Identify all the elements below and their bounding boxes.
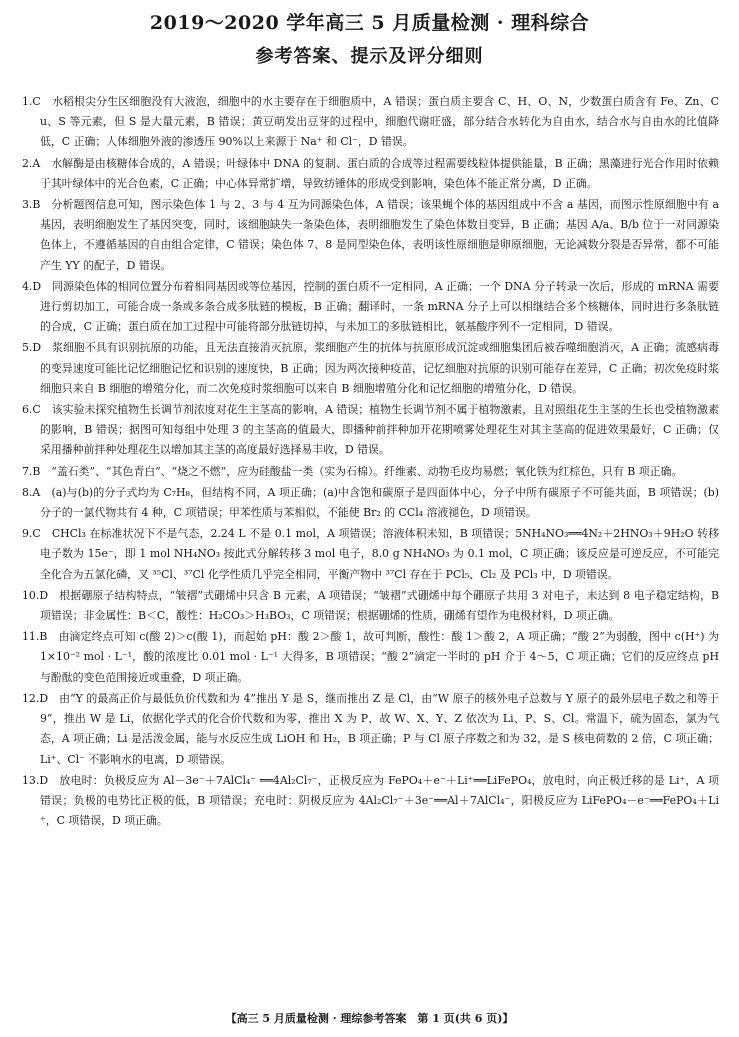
answer-text: 9.C CHCl₃ 在标准状况下不是气态，2.24 L 不是 0.1 mol，A 项错误；溶液体积未知，B 项错误；5NH₄NO₃══4N₂＋2HNO₃＋9H₂O 转移电子数为 15e⁻，即 1 mol NH₄NO₃ 按此式分解转移 3 mol 电子，8.0 g NH₄NO₃ 为 0.1 mol，C 项正确；该反应是可逆反应，不可能完全化合为五氯化磷，又 ³⁵Cl、³⁷Cl 化学性质几乎完全相同，平衡产物中 ³⁷Cl 存在于 PCl₅、Cl₂ 及 PCl₃ 中，D 项错误。 xyxy=(22,527,719,581)
page-subtitle: 参考答案、提示及评分细则 xyxy=(255,46,484,67)
answer-item-12 xyxy=(22,689,719,770)
answer-text: 11.B 由滴定终点可知 c(酸 2)＞c(酸 1)，而起始 pH：酸 2＞酸 1，故可判断，酸性：酸 1＞酸 2，A 项正确；“酸 2”为弱酸，图中 c(H⁺) 为 1×10⁻² mol · L⁻¹，酸的浓度比 0.01 mol · L⁻¹ 大得多，B 项错误；“酸 2”滴定一半时的 pH 介于 4～5，C 项正确；它们的反应终点 pH 与酚酞的变色范围接近或重叠，D 项正确。 xyxy=(22,630,719,684)
answer-text: 8.A (a)与(b)的分子式均为 C₇H₈，但结构不同，A 项正确；(a)中含饱和碳原子是四面体中心，分子中所有碳原子不可能共面，B 项错误；(b)分子的一氯代物共有 4 种，C 项错误；甲苯性质与苯相似，不能使 Br₂ 的 CCl₄ 溶液褪色，D 项错误。 xyxy=(22,485,719,520)
page-title: 2019～2020 学年高三 5 月质量检测 · 理科综合 xyxy=(149,12,590,34)
answer-item-5 xyxy=(22,338,719,399)
answer-item-2 xyxy=(22,154,719,194)
answer-text: 6.C 该实验未探究植物生长调节剂浓度对花生主茎高的影响，A 错误；植物生长调节剂不属于植物激素，且对照组花生主茎的生长也受植物激素的影响，B 错误；据图可知每组中处理 3 的主茎高的值最大，即播种前拌种加开花期喷雾处理花生对其主茎高的促进效果最好，C 正确；仅采用播种前拌种处理花生以增加其主茎的高度最好选择易丰收，D 错误。 xyxy=(22,403,719,457)
answer-text: 7.B “盖石类”、“其色青白”、“烧之不燃”，应为硅酸盐一类（实为石棉）。纤维素、动物毛皮均易燃；氧化铁为红棕色，只有 B 项正确。 xyxy=(22,464,683,478)
answer-text: 5.D 浆细胞不具有识别抗原的功能，且无法直接消灭抗原，浆细胞产生的抗体与抗原形成沉淀或细胞集团后被吞噬细胞消灭，A 正确；流感病毒的变异速度可能比记忆细胞记忆和识别的速度快，B 正确；因为两次接种疫苗，记忆细胞对抗原的识别可能存在差异，C 正确；初次免疫时浆细胞只来自 B 细胞的增殖分化，而二次免疫时浆细胞可以来自 B 细胞增殖分化和记忆细胞的增殖分化，D 错误。 xyxy=(22,341,719,395)
answer-item-6 xyxy=(22,400,719,461)
answer-item-8 xyxy=(22,483,719,523)
answer-item-9 xyxy=(22,524,719,585)
page-footer: 【高三 5 月质量检测 · 理综参考答案 第 1 页(共 6 页)】 xyxy=(225,1012,514,1025)
answer-item-13 xyxy=(22,771,719,832)
answer-text: 3.B 分析题图信息可知，图示染色体 1 与 2、3 与 4 互为同源染色体，A 错误；该果蝇个体的基因组成中不含 a 基因，而图示性原细胞中有 a 基因，表明细胞发生了基因突变，同时，该细胞缺失一条染色体，表明细胞发生了染色体数目变异，B 正确；基因 A/a、B/b 位于一对同源染色体上，不遵循基因的自由组合定律，C 错误；染色体 7、8 是同型染色体，表明该性原细胞是卵原细胞，无论减数分裂是否异常，都不可能产生 YY 的配子，D 错误。 xyxy=(22,198,719,272)
answer-text: 10.D 根据硼原子结构特点，“皱褶”式硼烯中只含 B 元素，A 项错误；“皱褶”式硼烯中每个硼原子共用 3 对电子，未达到 8 电子稳定结构，B 项错误；非金属性：B＜C，酸性：H₂CO₃＞H₃BO₃，C 项错误；根据硼烯的性质，硼烯有望作为电极材料，D 项正确。 xyxy=(22,588,719,623)
answer-text: 4.D 同源染色体的相同位置分布着相同基因或等位基因，控制的蛋白质不一定相同，A 正确；一个 DNA 分子转录一次后，形成的 mRNA 需要进行剪切加工，可能合成一条或多条合成多肽链的模板，B 正确；翻译时，一条 mRNA 分子上可以相继结合多个核糖体，同时进行多条肽链的合成，C 正确；蛋白质在加工过程中可能将部分肽链切掉，与未加工的多肽链相比，氨基酸序列不一定相同，D 错误。 xyxy=(22,279,719,334)
answer-list xyxy=(22,92,719,832)
answer-text: 2.A 水解酶是由核糖体合成的，A 错误；叶绿体中 DNA 的复制、蛋白质的合成等过程需要线粒体提供能量，B 正确；黑藻进行光合作用时依赖于其叶绿体中的光合色素，C 正确；中心体异常扩增，导致纺锤体的形成受到影响，染色体不能正常分离，D 正确。 xyxy=(22,156,719,190)
answer-item-1 xyxy=(22,92,719,153)
answer-text: 12.D 由“Y 的最高正价与最低负价代数和为 4”推出 Y 是 S，继而推出 Z 是 Cl，由“W 原子的核外电子总数与 Y 原子的最外层电子数之和等于 9”，推出 W 是 Li，依据化学式的化合价代数和为零，推出 X 为 P，故 W、X、Y、Z 依次为 Li、P、S、Cl。常温下，硫为固态，氯为气态，A 项正确；Li 是活泼金属，能与水反应生成 LiOH 和 H₂，B 项正确；P 与 Cl 原子序数之和为 32，是 S 核电荷数的 2 倍，C 项正确；Li⁺、Cl⁻ 不影响水的电离，D 项错误。 xyxy=(22,691,719,766)
answer-text: 13.D 放电时：负极反应为 Al－3e⁻＋7AlCl₄⁻ ══4Al₂Cl₇⁻，正极反应为 FePO₄＋e⁻＋Li⁺══LiFePO₄，放电时，向正极迁移的是 Li⁺，A 项错误；负极的电势比正极的低，B 项错误；充电时：阴极反应为 4Al₂Cl₇⁻＋3e⁻══Al＋7AlCl₄⁻，阳极反应为 LiFePO₄－e⁻══FePO₄＋Li⁺，C 项错误，D 项正确。 xyxy=(22,773,719,828)
answer-text: 1.C 水稻根尖分生区细胞没有大液泡，细胞中的水主要存在于细胞质中，A 错误；蛋白质主要含 C、H、O、N，少数蛋白质含有 Fe、Zn、Cu、S 等元素，但 S 是大量元素，B 错误；黄豆萌发出豆芽的过程中，细胞代谢旺盛，部分结合水转化为自由水，结合水与自由水的比值降低，C 正确；人体细胞外液的渗透压 90%以上来源于 Na⁺ 和 Cl⁻，D 错误。 xyxy=(22,95,719,149)
answer-item-10 xyxy=(22,586,719,626)
answer-item-4 xyxy=(22,277,719,338)
answer-item-11 xyxy=(22,627,719,688)
answer-item-7 xyxy=(22,462,719,482)
answer-item-3 xyxy=(22,195,719,276)
